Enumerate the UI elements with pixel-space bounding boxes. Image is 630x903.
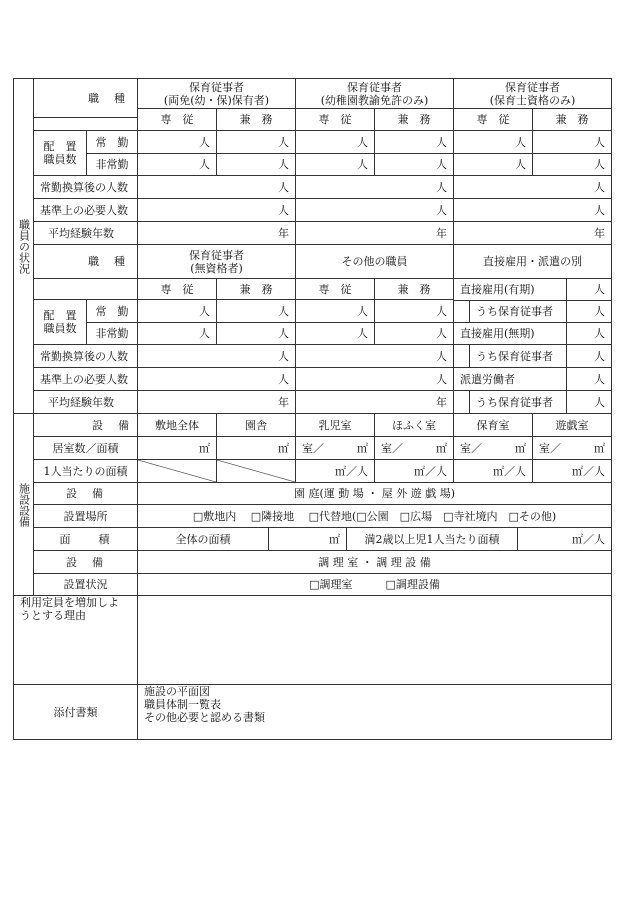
- t1-job-type-header: 職 種: [33, 78, 138, 118]
- t1-col2-header: [295, 78, 454, 109]
- building-area[interactable]: ㎡: [216, 436, 296, 460]
- t1-fte-label: 常勤換算後の人数: [33, 175, 138, 199]
- reason-input[interactable]: [137, 595, 612, 685]
- t2-fte-label: 常勤換算後の人数: [33, 344, 138, 368]
- col-crawl-room: ほふく室: [374, 413, 454, 437]
- infant-rooms-unit: 室／: [302, 441, 324, 455]
- t1-col1-header: [137, 78, 296, 109]
- t1-experience-c3[interactable]: 年: [453, 221, 612, 245]
- t2-required-c1[interactable]: 人: [137, 367, 296, 391]
- play-rooms-area[interactable]: [532, 436, 612, 460]
- t1-required-c1[interactable]: 人: [137, 198, 296, 222]
- direct-perm-childcare-value[interactable]: 人: [566, 344, 612, 368]
- t2-regular-c1-full[interactable]: 人: [137, 299, 217, 323]
- t1-col1-full: 専 従: [137, 108, 217, 131]
- t2-regular-label: 常 勤: [86, 299, 138, 323]
- t1-experience-label: 平均経験年数: [33, 221, 138, 245]
- facility-section-label: 施設設備: [13, 413, 34, 596]
- t2-col2-full: 専 従: [295, 278, 375, 300]
- site-area[interactable]: ㎡: [137, 436, 217, 460]
- t1-regular-label: 常 勤: [86, 130, 138, 154]
- t1-placement-line2: 職員数: [43, 153, 77, 166]
- rooms-area-label: 居室数／面積: [33, 436, 138, 460]
- total-area-value[interactable]: ㎡: [268, 527, 347, 551]
- t1-nonregular-label: 非常勤: [86, 153, 138, 176]
- nursery-rooms-area[interactable]: [453, 436, 533, 460]
- t1-required-c2[interactable]: 人: [295, 198, 454, 222]
- crawl-rooms-area[interactable]: [374, 436, 454, 460]
- t1-nonregular-c3-full[interactable]: 人: [453, 153, 533, 176]
- building-per-person-na: [216, 459, 296, 483]
- t2-required-c2[interactable]: 人: [295, 367, 454, 391]
- t1-nonregular-c2-part[interactable]: 人: [374, 153, 454, 176]
- t2-nonregular-c2-part[interactable]: 人: [374, 322, 454, 345]
- area-label: 面 積: [33, 527, 138, 551]
- attachments-list: [137, 684, 612, 740]
- status-options[interactable]: □調理室 □調理設備: [137, 573, 612, 596]
- dispatch-childcare-value[interactable]: 人: [566, 390, 612, 414]
- reason-label-line2: うとする理由: [20, 609, 86, 622]
- t1-regular-c3-full[interactable]: 人: [453, 130, 533, 154]
- t1-fte-c2[interactable]: 人: [295, 175, 454, 199]
- t1-experience-c1[interactable]: 年: [137, 221, 296, 245]
- t1-fte-c1[interactable]: 人: [137, 175, 296, 199]
- nursery-per-person[interactable]: ㎡／人: [453, 459, 533, 483]
- t2-col1-header: [137, 244, 296, 279]
- child-area-label: 満2歳以上児1人当たり面積: [346, 527, 518, 551]
- application-form: [14, 79, 613, 741]
- kitchen-heading: 調 理 室 ・ 調 理 設 備: [137, 550, 612, 574]
- t1-regular-c1-part[interactable]: 人: [216, 130, 296, 154]
- t2-nonregular-c2-full[interactable]: 人: [295, 322, 375, 345]
- play-per-person[interactable]: ㎡／人: [532, 459, 612, 483]
- staff-section-label: 職員の状況: [13, 78, 34, 414]
- t1-col2-line1: 保育従事者: [347, 80, 402, 94]
- t2-col1-part: 兼 務: [216, 278, 296, 300]
- t2-experience-c2[interactable]: 年: [295, 390, 454, 414]
- t1-col1-line1: 保育従事者: [189, 80, 244, 94]
- t2-regular-c1-part[interactable]: 人: [216, 299, 296, 323]
- t1-regular-c3-part[interactable]: 人: [532, 130, 612, 154]
- t2-placement-line2: 職員数: [43, 322, 77, 335]
- kitchen-equip-label: 設 備: [33, 550, 138, 574]
- t1-col3-full: 専 従: [453, 108, 533, 131]
- t1-col3-line1: 保育従事者: [505, 80, 560, 94]
- dispatch-label: 派遣労働者: [453, 367, 567, 391]
- t1-nonregular-c1-full[interactable]: 人: [137, 153, 217, 176]
- t2-experience-c1[interactable]: 年: [137, 390, 296, 414]
- location-options[interactable]: □敷地内 □隣接地 □代替地(□公園 □広場 □寺社境内 □その他): [137, 504, 612, 528]
- per-person-label: 1人当たりの面積: [33, 459, 138, 483]
- infant-per-person[interactable]: ㎡／人: [295, 459, 375, 483]
- t1-nonregular-c3-part[interactable]: 人: [532, 153, 612, 176]
- location-label: 設置場所: [33, 504, 138, 528]
- total-area-label: 全体の面積: [137, 527, 269, 551]
- t1-col1-line2: (両免(幼・保)保有者): [163, 93, 270, 107]
- t2-col2-part: 兼 務: [374, 278, 454, 300]
- t1-col3-part: 兼 務: [532, 108, 612, 131]
- nursery-rooms-unit: 室／: [460, 441, 482, 455]
- t2-placement-line1: 配 置: [43, 309, 77, 322]
- t2-nonregular-label: 非常勤: [86, 322, 138, 345]
- t2-fte-c1[interactable]: 人: [137, 344, 296, 368]
- attachment-staff-list: 職員体制一覧表: [144, 698, 221, 711]
- t2-experience-label: 平均経験年数: [33, 390, 138, 414]
- col-nursery-room: 保育室: [453, 413, 533, 437]
- t1-nonregular-c2-full[interactable]: 人: [295, 153, 375, 176]
- t1-fte-c3[interactable]: 人: [453, 175, 612, 199]
- t2-col2-header: その他の職員: [295, 244, 454, 279]
- direct-perm-childcare-label: うち保育従事者: [469, 344, 567, 368]
- t1-placement-label: [33, 130, 87, 176]
- direct-perm-value[interactable]: 人: [566, 322, 612, 345]
- t1-nonregular-c1-part[interactable]: 人: [216, 153, 296, 176]
- t2-col1-line2: (無資格者): [190, 261, 243, 275]
- t1-required-label: 基準上の必要人数: [33, 198, 138, 222]
- reason-label-line1: 利用定員を増加しよ: [20, 596, 119, 609]
- t2-regular-c2-full[interactable]: 人: [295, 299, 375, 323]
- t2-col3-header: 直接雇用・派遣の別: [453, 244, 612, 279]
- direct-fixed-value[interactable]: 人: [566, 278, 612, 301]
- t1-col2-part: 兼 務: [374, 108, 454, 131]
- col-infant-room: 乳児室: [295, 413, 375, 437]
- t1-experience-c2[interactable]: 年: [295, 221, 454, 245]
- crawl-rooms-unit: 室／: [381, 441, 403, 455]
- garden-equip-label: 設 備: [33, 482, 138, 505]
- dispatch-value[interactable]: 人: [566, 367, 612, 391]
- t1-placement-line1: 配 置: [43, 140, 77, 153]
- status-label: 設置状況: [33, 573, 138, 596]
- t1-regular-c2-part[interactable]: 人: [374, 130, 454, 154]
- attachments-label: 添付書類: [13, 684, 138, 740]
- garden-heading: 園 庭(運 動 場 ・ 屋 外 遊 戯 場): [137, 482, 612, 505]
- attachment-other-docs: その他必要と認める書類: [144, 711, 265, 724]
- infant-area-unit: ㎡: [357, 441, 368, 455]
- t1-col1-part: 兼 務: [216, 108, 296, 131]
- t2-col1-line1: 保育従事者: [189, 248, 244, 262]
- t2-nonregular-c1-part[interactable]: 人: [216, 322, 296, 345]
- t1-regular-c1-full[interactable]: 人: [137, 130, 217, 154]
- play-area-unit: ㎡: [594, 441, 605, 455]
- col-site: 敷地全体: [137, 413, 217, 437]
- t2-job-type-header: 職 種: [33, 244, 138, 279]
- direct-fixed-childcare-value[interactable]: 人: [566, 300, 612, 323]
- t1-col2-line2: (幼稚園教諭免許のみ): [320, 93, 429, 107]
- direct-fixed-label: 直接雇用(有期): [453, 278, 567, 301]
- t2-fte-c2[interactable]: 人: [295, 344, 454, 368]
- crawl-area-unit: ㎡: [436, 441, 447, 455]
- t1-col2-full: 専 従: [295, 108, 375, 131]
- nursery-area-unit: ㎡: [515, 441, 526, 455]
- col-building: 園舎: [216, 413, 296, 437]
- t1-required-c3[interactable]: 人: [453, 198, 612, 222]
- infant-rooms-area[interactable]: [295, 436, 375, 460]
- reason-label: [13, 595, 138, 685]
- facility-equip-header: 設 備: [33, 413, 138, 437]
- t2-col1-full: 専 従: [137, 278, 217, 300]
- attachment-floor-plan: 施設の平面図: [144, 685, 210, 698]
- t2-nonregular-c1-full[interactable]: 人: [137, 322, 217, 345]
- dispatch-childcare-label: うち保育従事者: [469, 390, 567, 414]
- crawl-per-person[interactable]: ㎡／人: [374, 459, 454, 483]
- t2-placement-label: [33, 299, 87, 345]
- site-per-person-na: [137, 459, 217, 483]
- t1-col3-header: [453, 78, 612, 109]
- direct-fixed-childcare-label: うち保育従事者: [469, 300, 567, 323]
- t1-col3-line2: (保育士資格のみ): [489, 93, 576, 107]
- t2-required-label: 基準上の必要人数: [33, 367, 138, 391]
- play-rooms-unit: 室／: [539, 441, 561, 455]
- t1-regular-c2-full[interactable]: 人: [295, 130, 375, 154]
- child-area-value[interactable]: ㎡／人: [517, 527, 612, 551]
- col-play-room: 遊戯室: [532, 413, 612, 437]
- direct-perm-label: 直接雇用(無期): [453, 322, 567, 345]
- t2-regular-c2-part[interactable]: 人: [374, 299, 454, 323]
